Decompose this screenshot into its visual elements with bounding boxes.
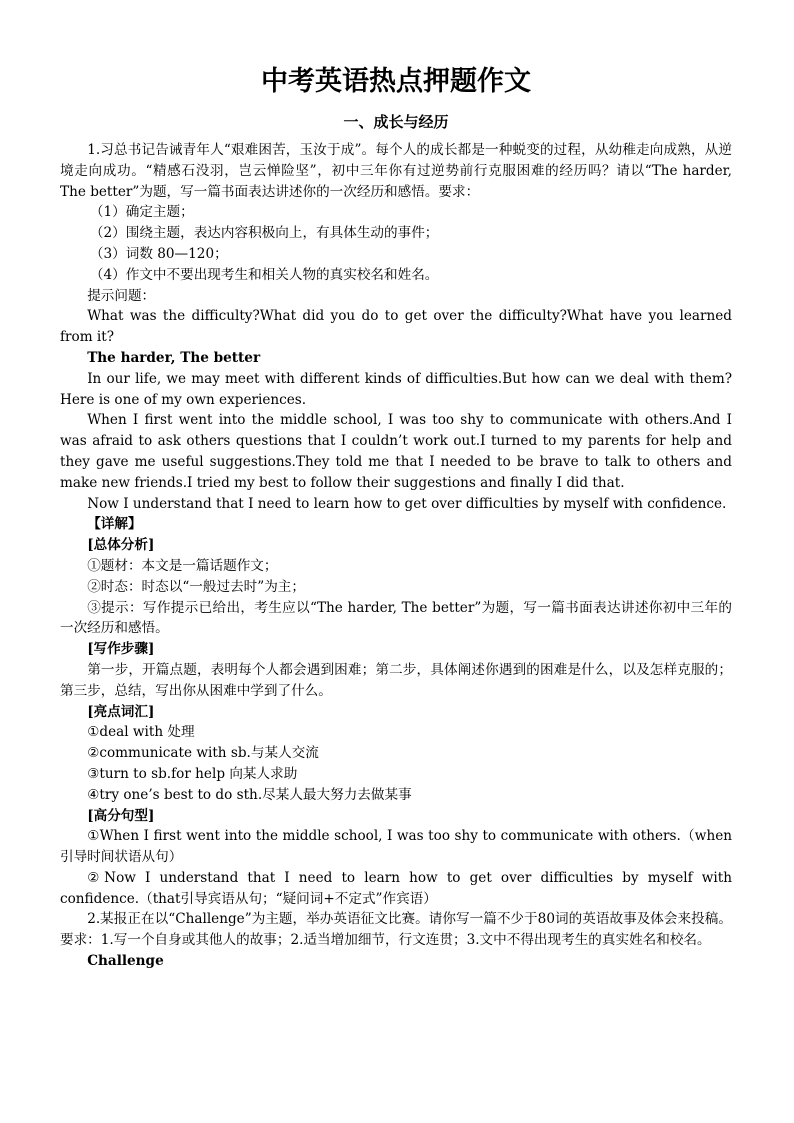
hint-label: 提示问题： xyxy=(87,287,156,304)
essay-paragraph-1: In our life, we may meet with different kinds of difficulties.But how can we deal with them? Here is one of my own experiences. xyxy=(60,370,732,408)
document-page xyxy=(60,62,732,972)
requirement-1: （1）确定主题； xyxy=(89,204,194,221)
sentence-patterns-heading: [高分句型] xyxy=(87,807,155,824)
requirement-4: （4）作文中不要出现考生和相关人物的真实校名和姓名。 xyxy=(89,266,439,283)
analysis-hint: ③提示：写作提示已给出，考生应以“The harder, The better”为题，写一篇书面表达讲述你初中三年的一次经历和感悟。 xyxy=(60,599,732,637)
section-heading: 一、成长与经历 xyxy=(343,113,449,131)
vocabulary-heading: [亮点词汇] xyxy=(87,703,155,720)
analysis-genre: ①题材：本文是一篇话题作文； xyxy=(87,557,278,574)
requirement-3: （3）词数 80—120； xyxy=(89,245,228,262)
vocab-item: ③turn to sb.for help 向某人求助 xyxy=(87,765,298,782)
vocab-item: ④try one’s best to do sth.尽某人最大努力去做某事 xyxy=(87,786,412,803)
writing-steps-heading: [写作步骤] xyxy=(87,641,155,658)
overall-analysis-heading: [总体分析] xyxy=(87,537,155,554)
essay-title: The harder, The better xyxy=(87,349,261,366)
analysis-heading: 【详解】 xyxy=(87,516,142,533)
essay-paragraph-2: When I first went into the middle school, I was too shy to communicate with others.And I was afraid to ask others questions that I couldn’t work out.I turned to my parents for help and they gave me useful suggestions.They told me that I needed to be brave to talk to others and make new friends.I tried my best to follow their suggestions and finally I did that. xyxy=(60,412,732,491)
page-title: 中考英语热点押题作文 xyxy=(261,66,531,97)
vocab-item: ①deal with 处理 xyxy=(87,724,195,741)
requirement-2: （2）围绕主题，表达内容积极向上，有具体生动的事件； xyxy=(89,225,439,242)
question-2-prompt: 2.某报正在以“Challenge”为主题，举办英语征文比赛。请你写一篇不少于80词的英语故事及体会来投稿。要求：1.写一个自身或其他人的故事；2.适当增加细节，行文连贯；3.文中不得出现考生的真实姓名和校名。 xyxy=(60,911,732,949)
essay-paragraph-3: Now I understand that I need to learn how to get over difficulties by myself with confidence. xyxy=(87,495,727,512)
question-1-prompt: 1.习总书记告诫青年人“艰难困苦，玉汝于成”。每个人的成长都是一种蜕变的过程，从幼稚走向成熟，从逆境走向成功。“精感石没羽，岂云惮险坚”，初中三年你有过逆势前行克服困难的经历吗？请以“The harder, The better”为题，写一篇书面表达讲述你的一次经历和感悟。要求： xyxy=(60,142,732,200)
analysis-tense: ②时态：时态以“一般过去时”为主； xyxy=(87,578,305,595)
sentence-pattern: ①When I first went into the middle school, I was too shy to communicate with others.（when引导时间状语从句） xyxy=(60,828,732,866)
essay-title-2: Challenge xyxy=(87,953,164,970)
hint-questions: What was the difficulty?What did you do to get over the difficulty?What have you learned from it? xyxy=(60,308,732,346)
sentence-pattern: ②Now I understand that I need to learn how to get over difficulties by myself with confidence.（that引导宾语从句；“疑问词+不定式”作宾语） xyxy=(60,869,732,907)
vocab-item: ②communicate with sb.与某人交流 xyxy=(87,745,319,762)
writing-steps: 第一步，开篇点题，表明每个人都会遇到困难；第二步，具体阐述你遇到的困难是什么，以及怎样克服的；第三步，总结，写出你从困难中学到了什么。 xyxy=(60,661,732,699)
